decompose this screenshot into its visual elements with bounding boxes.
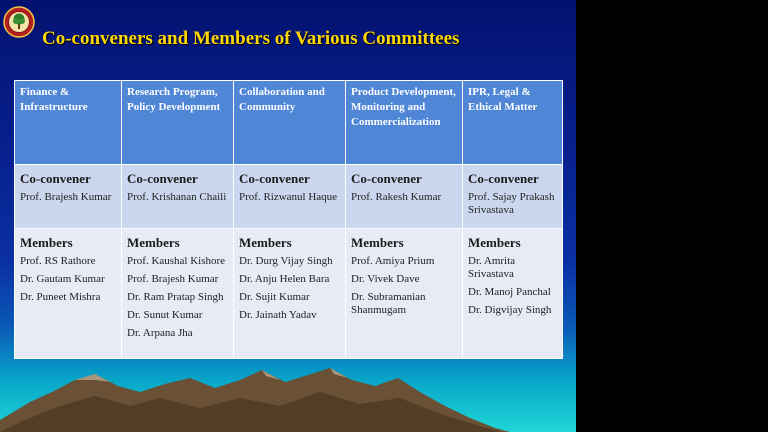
convener-name: Prof. Rakesh Kumar xyxy=(351,191,442,203)
member-name: Prof. Kaushal Kishore xyxy=(127,255,226,267)
member-name: Dr. Ram Pratap Singh xyxy=(127,291,224,303)
member-name: Dr. Anju Helen Bara xyxy=(239,273,330,285)
member-name: Dr. Puneet Mishra xyxy=(20,291,101,303)
committees-table xyxy=(14,80,563,359)
member-name: Dr. Gautam Kumar xyxy=(20,273,105,285)
member-name: Dr. Durg Vijay Singh xyxy=(239,255,333,267)
member-name: Dr. Sunut Kumar xyxy=(127,309,203,321)
members-label: Members xyxy=(468,235,521,250)
convener-name: Prof. Rizwanul Haque xyxy=(239,191,338,203)
convener-cell xyxy=(463,165,563,229)
convener-label: Co-convener xyxy=(127,171,198,186)
member-name: Dr. Manoj Panchal xyxy=(468,286,551,298)
slide-title: Co-conveners and Members of Various Committees xyxy=(42,28,460,49)
member-name: Dr. Subramanian Shanmugam xyxy=(351,291,426,316)
members-cell xyxy=(15,229,122,359)
convener-label: Co-convener xyxy=(351,171,422,186)
members-cell xyxy=(463,229,563,359)
convener-name: Prof. Krishanan Chaili xyxy=(127,191,227,203)
convener-cell xyxy=(122,165,234,229)
convener-row xyxy=(15,165,563,229)
convener-label: Co-convener xyxy=(468,171,539,186)
member-name: Dr. Sujit Kumar xyxy=(239,291,310,303)
members-row xyxy=(15,229,563,359)
institution-emblem-icon xyxy=(3,6,35,38)
member-name: Dr. Digvijay Singh xyxy=(468,304,552,316)
member-name: Dr. Jainath Yadav xyxy=(239,309,317,321)
convener-name: Prof. Sajay Prakash Srivastava xyxy=(468,191,555,216)
convener-cell xyxy=(234,165,346,229)
members-cell xyxy=(346,229,463,359)
members-label: Members xyxy=(239,235,292,250)
committee-name: Product Development, Monitoring and Commercialization xyxy=(346,81,463,165)
convener-cell xyxy=(15,165,122,229)
convener-label: Co-convener xyxy=(20,171,91,186)
member-name: Dr. Vivek Dave xyxy=(351,273,420,285)
members-label: Members xyxy=(20,235,73,250)
committee-name: Collaboration and Community xyxy=(234,81,346,165)
members-label: Members xyxy=(351,235,404,250)
members-cell xyxy=(122,229,234,359)
member-name: Prof. Brajesh Kumar xyxy=(127,273,219,285)
committee-name: Finance & Infrastructure xyxy=(15,81,122,165)
committee-name: IPR, Legal & Ethical Matter xyxy=(463,81,563,165)
member-name: Dr. Arpana Jha xyxy=(127,327,193,339)
member-name: Prof. Amiya Prium xyxy=(351,255,435,267)
member-name: Dr. Amrita Srivastava xyxy=(468,255,516,280)
convener-name: Prof. Brajesh Kumar xyxy=(20,191,112,203)
convener-label: Co-convener xyxy=(239,171,310,186)
members-cell xyxy=(234,229,346,359)
convener-cell xyxy=(346,165,463,229)
members-label: Members xyxy=(127,235,180,250)
committee-name: Research Program, Policy Development xyxy=(122,81,234,165)
table-header-row xyxy=(15,81,563,165)
member-name: Prof. RS Rathore xyxy=(20,255,96,267)
mountain-landscape-illustration xyxy=(0,362,576,432)
